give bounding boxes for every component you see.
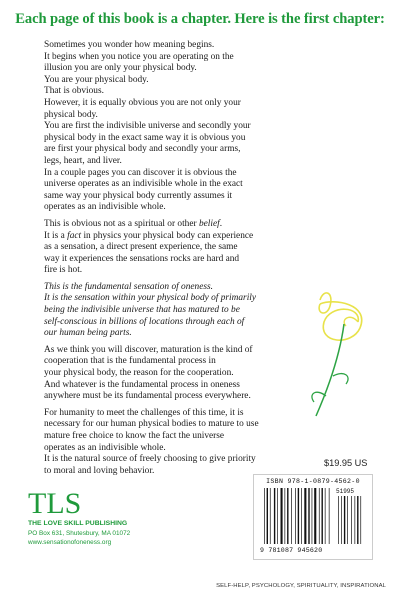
- paragraph-3: [44, 282, 316, 340]
- text-line: As we think you will discover, maturation is the kind of: [44, 344, 253, 355]
- text-line: physical body.: [44, 109, 98, 120]
- barcode: [253, 474, 373, 560]
- text-line: For humanity to meet the challenges of this time, it is: [44, 407, 244, 418]
- barcode-bar: [319, 488, 320, 544]
- ean-number: 9 781087 945620: [260, 547, 323, 554]
- barcode-bar: [274, 488, 275, 544]
- text-line: It begins when you notice you are operating on the: [44, 51, 234, 62]
- barcode-bar: [267, 488, 268, 544]
- barcode-addon: 51995: [336, 488, 355, 495]
- text-line: legs, heart, and liver.: [44, 155, 122, 166]
- text-line: to moral and loving behavior.: [44, 465, 155, 476]
- text-line: self-conscious in billions of locations through each of: [44, 316, 245, 327]
- text-line: our human being parts.: [44, 328, 132, 339]
- text-line: physical body in the exact same way it is obvious you: [44, 132, 246, 143]
- text-line: operates as an indivisible whole.: [44, 202, 166, 213]
- barcode-addon-bar: [341, 496, 342, 544]
- text-line: necessary for our human physical bodies to mature to use: [44, 419, 259, 430]
- text-line: universe operates as an indivisible whole in the exact: [44, 179, 243, 190]
- text-line: as a sensation, a direct present experience, the same: [44, 242, 238, 253]
- barcode-bar: [329, 488, 330, 544]
- barcode-bar: [295, 488, 296, 544]
- barcode-bar: [270, 488, 271, 544]
- barcode-bar: [264, 488, 265, 544]
- categories: SELF-HELP, PSYCHOLOGY, SPIRITUALITY, INSPIRATIONAL: [216, 583, 386, 589]
- text-line: your physical body, the reason for the cooperation.: [44, 368, 234, 379]
- text-line: mature free choice to know the fact the universe: [44, 431, 225, 441]
- publisher-address: PO Box 631, Shutesbury, MA 01072: [28, 530, 131, 537]
- barcode-addon-bar: [344, 496, 345, 544]
- barcode-bar: [325, 488, 326, 544]
- paragraph-4: [44, 345, 316, 403]
- publisher-website[interactable]: www.sensationofoneness.org: [28, 539, 112, 546]
- tls-logo: [28, 486, 88, 516]
- barcode-bars: [264, 488, 364, 546]
- text-line: illusion you are only your physical body.: [44, 63, 197, 74]
- barcode-addon-bar: [360, 496, 361, 544]
- barcode-bar: [314, 488, 316, 544]
- text-line: Sometimes you wonder how meaning begins.: [44, 40, 215, 50]
- barcode-bar: [312, 488, 313, 544]
- headline: Each page of this book is a chapter. Here is the first chapter:: [15, 11, 385, 27]
- barcode-bar: [281, 488, 283, 544]
- text-line: being the indivisible universe that has matured to be: [44, 305, 240, 316]
- text-line: operates as an indivisible whole.: [44, 442, 166, 453]
- barcode-addon-bar: [351, 496, 352, 544]
- swirl-illustration: [300, 284, 390, 424]
- text-line: It is the natural source of freely choosing to give priority: [44, 454, 256, 465]
- barcode-bar: [322, 488, 323, 544]
- text-line: fire is hot.: [44, 265, 83, 276]
- text-line: way it experiences the sensations rocks are hard and: [44, 253, 240, 264]
- text-line: And whatever is the fundamental process in oneness: [44, 379, 240, 390]
- barcode-bar: [285, 488, 286, 544]
- isbn-number: ISBN 978-1-0879-4562-0: [266, 478, 360, 485]
- barcode-bar: [304, 488, 306, 544]
- text-line: You are first the indivisible universe and secondly your: [44, 121, 251, 132]
- barcode-addon-bar: [357, 496, 358, 544]
- logo-text: TLS: [28, 487, 82, 516]
- text-line: It is a fact in physics your physical body can experience: [44, 230, 254, 241]
- text-line: cooperation that is the fundamental process in: [44, 356, 216, 367]
- barcode-addon-bar: [355, 496, 356, 544]
- text-line: anywhere must be its fundamental process everywhere.: [44, 391, 251, 402]
- paragraph-2: [44, 219, 316, 277]
- barcode-bar: [301, 488, 302, 544]
- publisher-name: THE LOVE SKILL PUBLISHING: [28, 520, 128, 527]
- text-line: However, it is equally obvious you are not only your: [44, 97, 241, 108]
- price: $19.95 US: [324, 458, 368, 468]
- paragraph-5: [44, 408, 316, 478]
- text-line: This is the fundamental sensation of oneness.: [44, 281, 213, 292]
- barcode-bar: [291, 488, 292, 544]
- barcode-addon-bar: [338, 496, 339, 544]
- barcode-bar: [308, 488, 309, 544]
- text-line: That is obvious.: [44, 86, 104, 97]
- text-line: same way your physical body currently assumes it: [44, 190, 233, 201]
- barcode-bar: [287, 488, 288, 544]
- text-line: This is obvious not as a spiritual or other belief.: [44, 218, 223, 229]
- chapter-text: [44, 40, 316, 482]
- text-line: In a couple pages you can discover it is obvious the: [44, 167, 237, 178]
- paragraph-1: [44, 40, 316, 214]
- barcode-bar: [277, 488, 278, 544]
- text-line: It is the sensation within your physical body of primarily: [44, 293, 257, 304]
- text-line: You are your physical body.: [44, 74, 149, 85]
- barcode-bar: [298, 488, 299, 544]
- barcode-addon-bar: [347, 496, 348, 544]
- text-line: are first your physical body and secondly your arms,: [44, 144, 241, 155]
